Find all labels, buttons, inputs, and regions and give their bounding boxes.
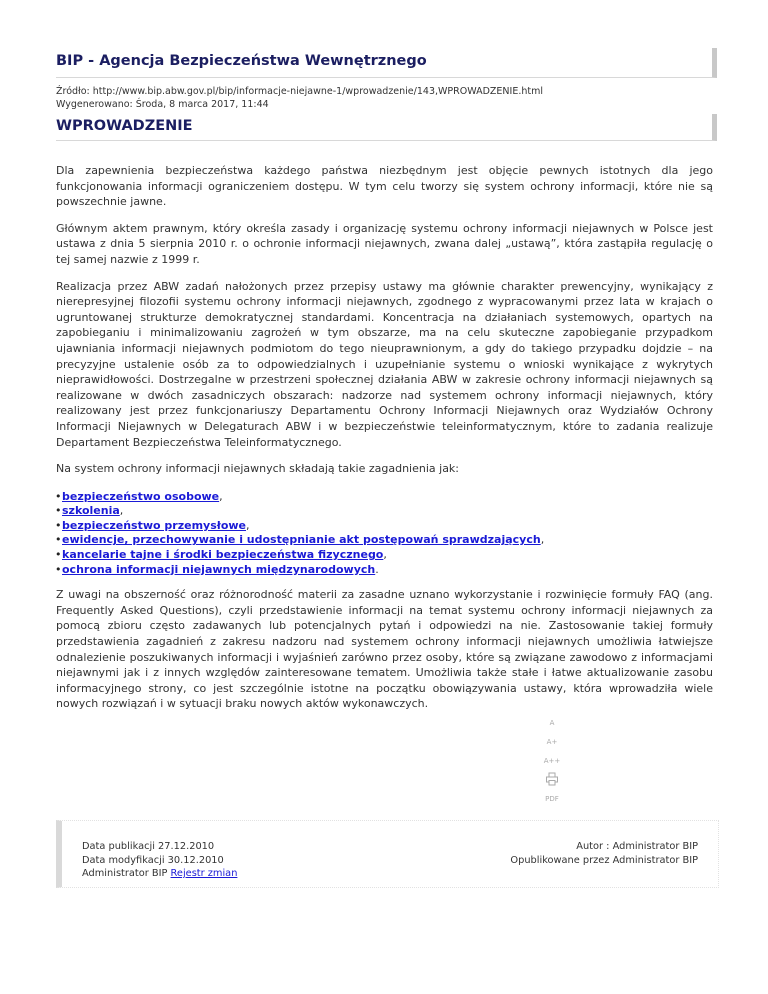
font-size-normal-button[interactable]: A	[549, 719, 555, 727]
footer-dates	[82, 840, 237, 881]
source-url: Źródło: http://www.bip.abw.gov.pl/bip/informacje-niejawne-1/wprowadzenie/143,WPROWADZENIE.html	[56, 86, 543, 97]
publication-date: Data publikacji 27.12.2010	[82, 841, 215, 852]
generated-date: Wygenerowano: Środa, 8 marca 2017, 11:44	[56, 99, 269, 110]
link-bezpieczenstwo-osobowe[interactable]: bezpieczeństwo osobowe	[62, 489, 220, 503]
link-szkolenia[interactable]: szkolenia	[62, 504, 120, 518]
footer-admin-line: Administrator BIP Rejestr zmian	[82, 868, 238, 879]
printer-icon	[545, 772, 559, 786]
list-item: • bezpieczeństwo przemysłowe,	[56, 519, 713, 534]
print-button[interactable]	[530, 772, 574, 791]
published-by: Opublikowane przez Administrator BIP	[510, 854, 698, 866]
font-size-largest-button[interactable]: A++	[543, 757, 561, 765]
pdf-button[interactable]: PDF	[545, 795, 559, 803]
footer-box	[56, 820, 719, 888]
list-item: • kancelarie tajne i środki bezpieczeństwa fizycznego,	[56, 548, 713, 563]
paragraph-list-intro: Na system ochrony informacji niejawnych składają takie zagadnienia jak:	[56, 462, 460, 476]
font-size-larger-button[interactable]: A+	[546, 738, 558, 746]
list-item: • ochrona informacji niejawnych międzynarodowych.	[56, 563, 713, 578]
list-item: • szkolenia,	[56, 504, 713, 519]
modification-date: Data modyfikacji 30.12.2010	[82, 854, 224, 866]
paragraph-intro: Dla zapewnienia bezpieczeństwa każdego państwa niezbędnym jest objęcie pewnych istotnych dla jego funkcjonowania informacji ograniczeniem dostępu. W tym celu tworzy się system ochrony informacji, które nie są powszechnie jawne.	[56, 164, 713, 209]
page-tools	[530, 715, 574, 810]
document-meta	[56, 85, 543, 111]
paragraph-legal-act: Głównym aktem prawnym, który określa zasady i organizację systemu ochrony informacji niejawnych w Polsce jest ustawa z dnia 5 sierpnia 2010 r. o ochronie informacji niejawnych, zwana dalej „ustawą”, która zastąpiła regulację o tej samej nazwie z 1999 r.	[56, 221, 713, 266]
list-item: • ewidencje, przechowywanie i udostępnianie akt postępowań sprawdzających,	[56, 533, 713, 548]
article-content	[56, 163, 713, 723]
footer-authors	[510, 840, 698, 867]
topics-list	[56, 490, 713, 578]
link-ochrona-miedzynarodowa[interactable]: ochrona informacji niejawnych międzynarodowych	[62, 562, 376, 576]
link-bezpieczenstwo-przemyslowe[interactable]: bezpieczeństwo przemysłowe	[62, 518, 247, 532]
link-ewidencje[interactable]: ewidencje, przechowywanie i udostępnianie akt postępowań sprawdzających	[62, 533, 541, 547]
page-title: WPROWADZENIE	[56, 114, 717, 141]
author: Autor : Administrator BIP	[576, 841, 698, 852]
paragraph-faq: Z uwagi na obszerność oraz różnorodność materii za zasadne uznano wykorzystanie i rozwinięcie formuły FAQ (ang. Frequently Asked Questions), czyli przedstawienie informacji na temat systemu ochrony informacji niejawnych za pomocą zbioru często zadawanych lub potencjalnych pytań i odpowiedzi na nie. Zastosowanie takiej formuły przedstawienia zagadnień z zakresu nadzoru nad systemem ochrony informacji niejawnych umożliwia łatwiejsze odnalezienie poszukiwanych informacji i wyjaśnień zarówno przez osoby, które są związane zawodowo z informacjami niejawnymi jak i z innych względów zainteresowane tematem. Umożliwia także stałe i łatwe aktualizowanie zasobu informacyjnego strony, co jest szczególnie istotne na początku obowiązywania ustawy, która wprowadziła wiele nowych rozwiązań i w sytuacji braku nowych aktów wykonawczych.	[56, 588, 713, 711]
link-kancelarie-tajne[interactable]: kancelarie tajne i środki bezpieczeństwa fizycznego	[62, 548, 384, 562]
list-item: • bezpieczeństwo osobowe,	[56, 490, 713, 505]
change-registry-link[interactable]: Rejestr zmian	[170, 868, 238, 879]
paragraph-abw-tasks: Realizacja przez ABW zadań nałożonych przez przepisy ustawy ma głównie charakter prewencyjny, wynikający z nierepresyjnej filozofii systemu ochrony informacji niejawnych, zgodnego z wypracowanymi przez lata w krajach o ugruntowanej strukturze demokratycznej standardami. Koncentracja na działaniach systemowych, opartych na zapobieganiu i minimalizowaniu zagrożeń w tym obszarze, ma na celu skuteczne zapobieganie przypadkom ujawniania informacji niejawnych podmiotom do tego nieuprawnionym, a gdy do takiego przypadku dojdzie – na precyzyjne ustalenie osób za to odpowiedzialnych i uzupełnianie systemu o wnioski wynikające z wykrytych nieprawidłowości. Dostrzegalne w przestrzeni społecznej działania ABW w zakresie ochrony informacji niejawnych są realizowane w dwóch zasadniczych obszarach: nadzorze nad systemem ochrony informacji niejawnych, który realizowany jest przez funkcjonariuszy Departamentu Ochrony Informacji Niejawnych oraz Wydziałów Ochrony Informacji Niejawnych w Delegaturach ABW i w bezpieczeństwie teleinformatycznym, które to zadania realizuje Departament Bezpieczeństwa Teleinformatycznego.	[56, 279, 713, 449]
site-title: BIP - Agencja Bezpieczeństwa Wewnętrznego	[56, 48, 717, 78]
